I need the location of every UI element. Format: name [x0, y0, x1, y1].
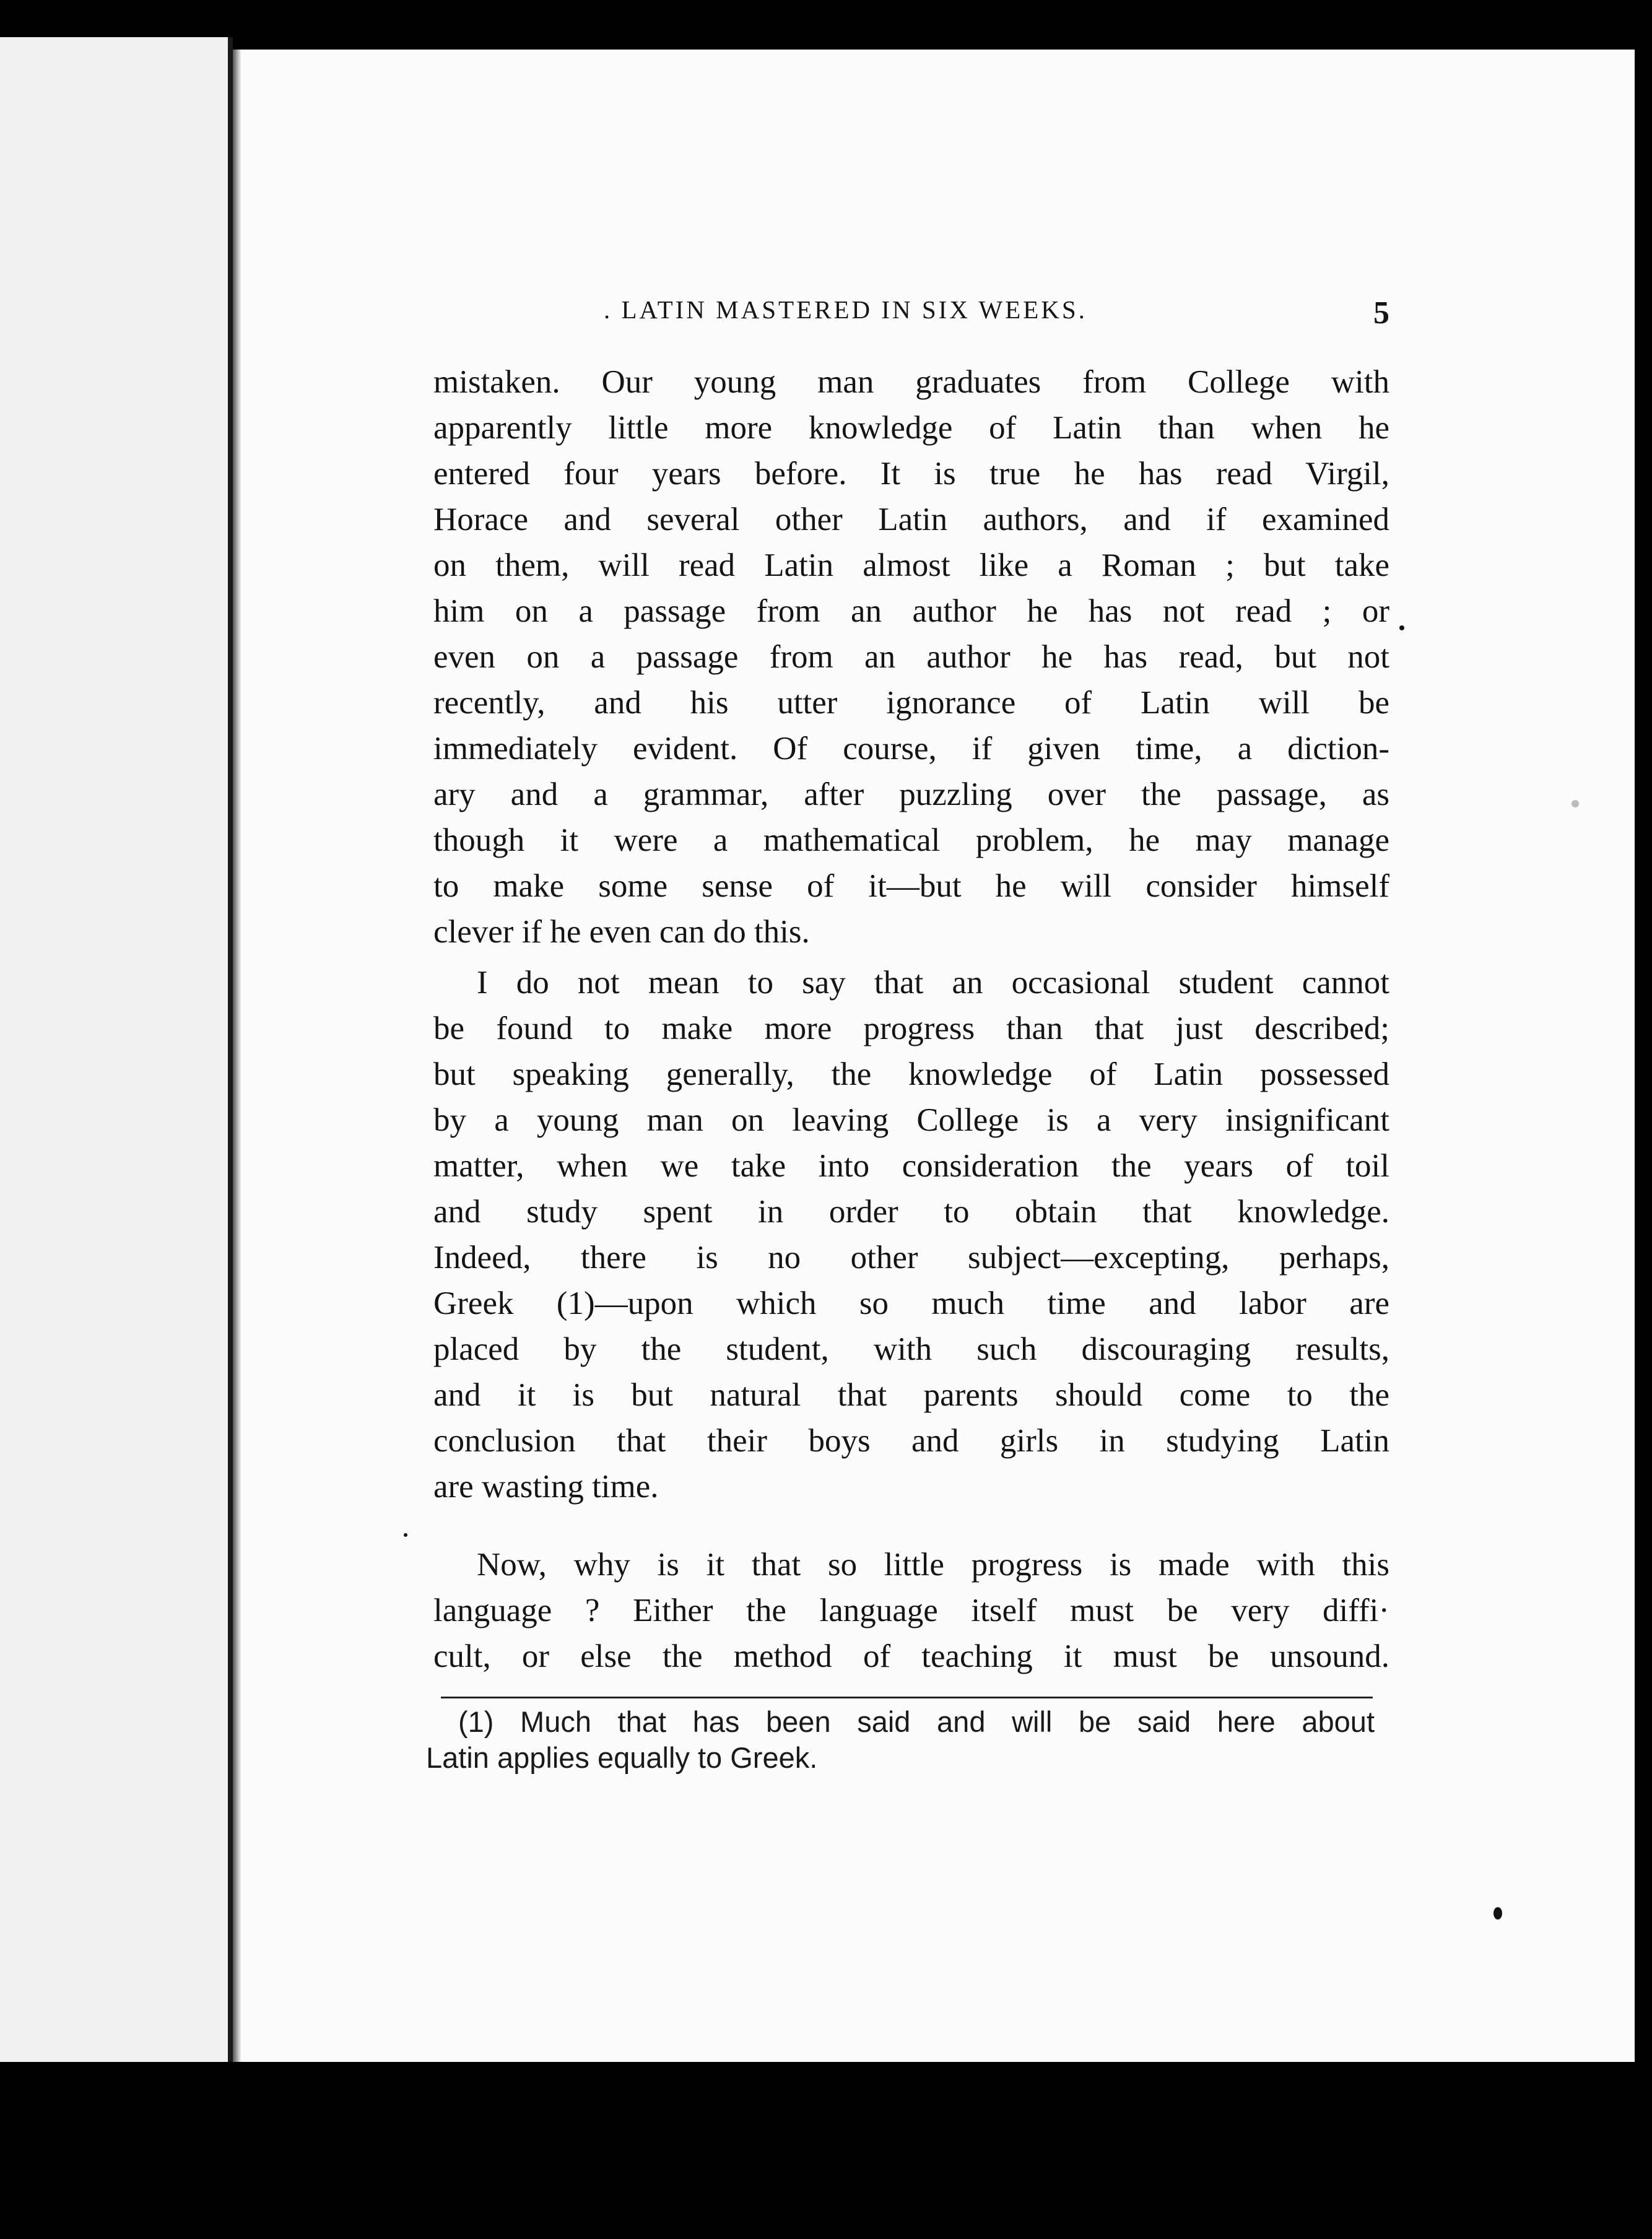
body-text-line: by a young man on leaving College is a very insignificant — [433, 1102, 1389, 1138]
body-text-line: recently, and his utter ignorance of Latin will be — [433, 685, 1389, 721]
body-text-line: mistaken. Our young man graduates from College with — [433, 364, 1389, 400]
body-text-line: Horace and several other Latin authors, and if examined — [433, 502, 1389, 537]
footnote-line: Latin applies equally to Greek. — [426, 1741, 818, 1774]
body-text-line: ary and a grammar, after puzzling over the passage, as — [433, 776, 1389, 812]
page-number: 5 — [1373, 295, 1389, 331]
body-text-line: language ? Either the language itself must be very diffi· — [433, 1593, 1389, 1628]
body-text-line: Indeed, there is no other subject—excepting, perhaps, — [433, 1240, 1389, 1276]
body-text-line: entered four years before. It is true he has read Virgil, — [433, 456, 1389, 492]
body-text-line: Greek (1)—upon which so much time and labor are — [433, 1285, 1389, 1321]
scan-speck — [1493, 1907, 1502, 1919]
body-text-line: I do not mean to say that an occasional student cannot — [477, 965, 1389, 1001]
footnote-rule — [441, 1697, 1373, 1698]
scan-speck — [1399, 625, 1404, 630]
scan-speck — [404, 1533, 407, 1537]
body-text-line: are wasting time. — [433, 1469, 659, 1505]
body-text-line: though it were a mathematical problem, he may manage — [433, 822, 1389, 858]
body-text-line: and it is but natural that parents should come to the — [433, 1377, 1389, 1413]
footnote-line: (1) Much that has been said and will be said here about — [458, 1705, 1375, 1738]
body-text-line: placed by the student, with such discouraging results, — [433, 1331, 1389, 1367]
body-text-line: cult, or else the method of teaching it must be unsound. — [433, 1638, 1389, 1674]
body-text-line: Now, why is it that so little progress is made with this — [477, 1547, 1389, 1583]
body-text-line: matter, when we take into consideration the years of toil — [433, 1148, 1389, 1184]
body-text-line: even on a passage from an author he has read, but not — [433, 639, 1389, 675]
body-text-line: but speaking generally, the knowledge of Latin possessed — [433, 1056, 1389, 1092]
binding-shadow — [233, 50, 241, 2062]
facing-page-edge — [0, 37, 228, 2062]
body-text-line: apparently little more knowledge of Latin than when he — [433, 410, 1389, 446]
page-gutter — [228, 37, 233, 2062]
body-text-line: to make some sense of it—but he will consider himself — [433, 868, 1389, 904]
body-text-line: immediately evident. Of course, if given time, a diction- — [433, 731, 1389, 767]
body-text-line: conclusion that their boys and girls in studying Latin — [433, 1423, 1389, 1459]
scan-speck — [1572, 800, 1579, 807]
body-text-line: him on a passage from an author he has not read ; or — [433, 593, 1389, 629]
running-head-title: . LATIN MASTERED IN SIX WEEKS. — [604, 295, 1087, 324]
body-text-line: be found to make more progress than that just described; — [433, 1011, 1389, 1046]
body-text-line: clever if he even can do this. — [433, 914, 810, 950]
body-text-line: and study spent in order to obtain that knowledge. — [433, 1194, 1389, 1230]
body-text-line: on them, will read Latin almost like a Roman ; but take — [433, 547, 1389, 583]
